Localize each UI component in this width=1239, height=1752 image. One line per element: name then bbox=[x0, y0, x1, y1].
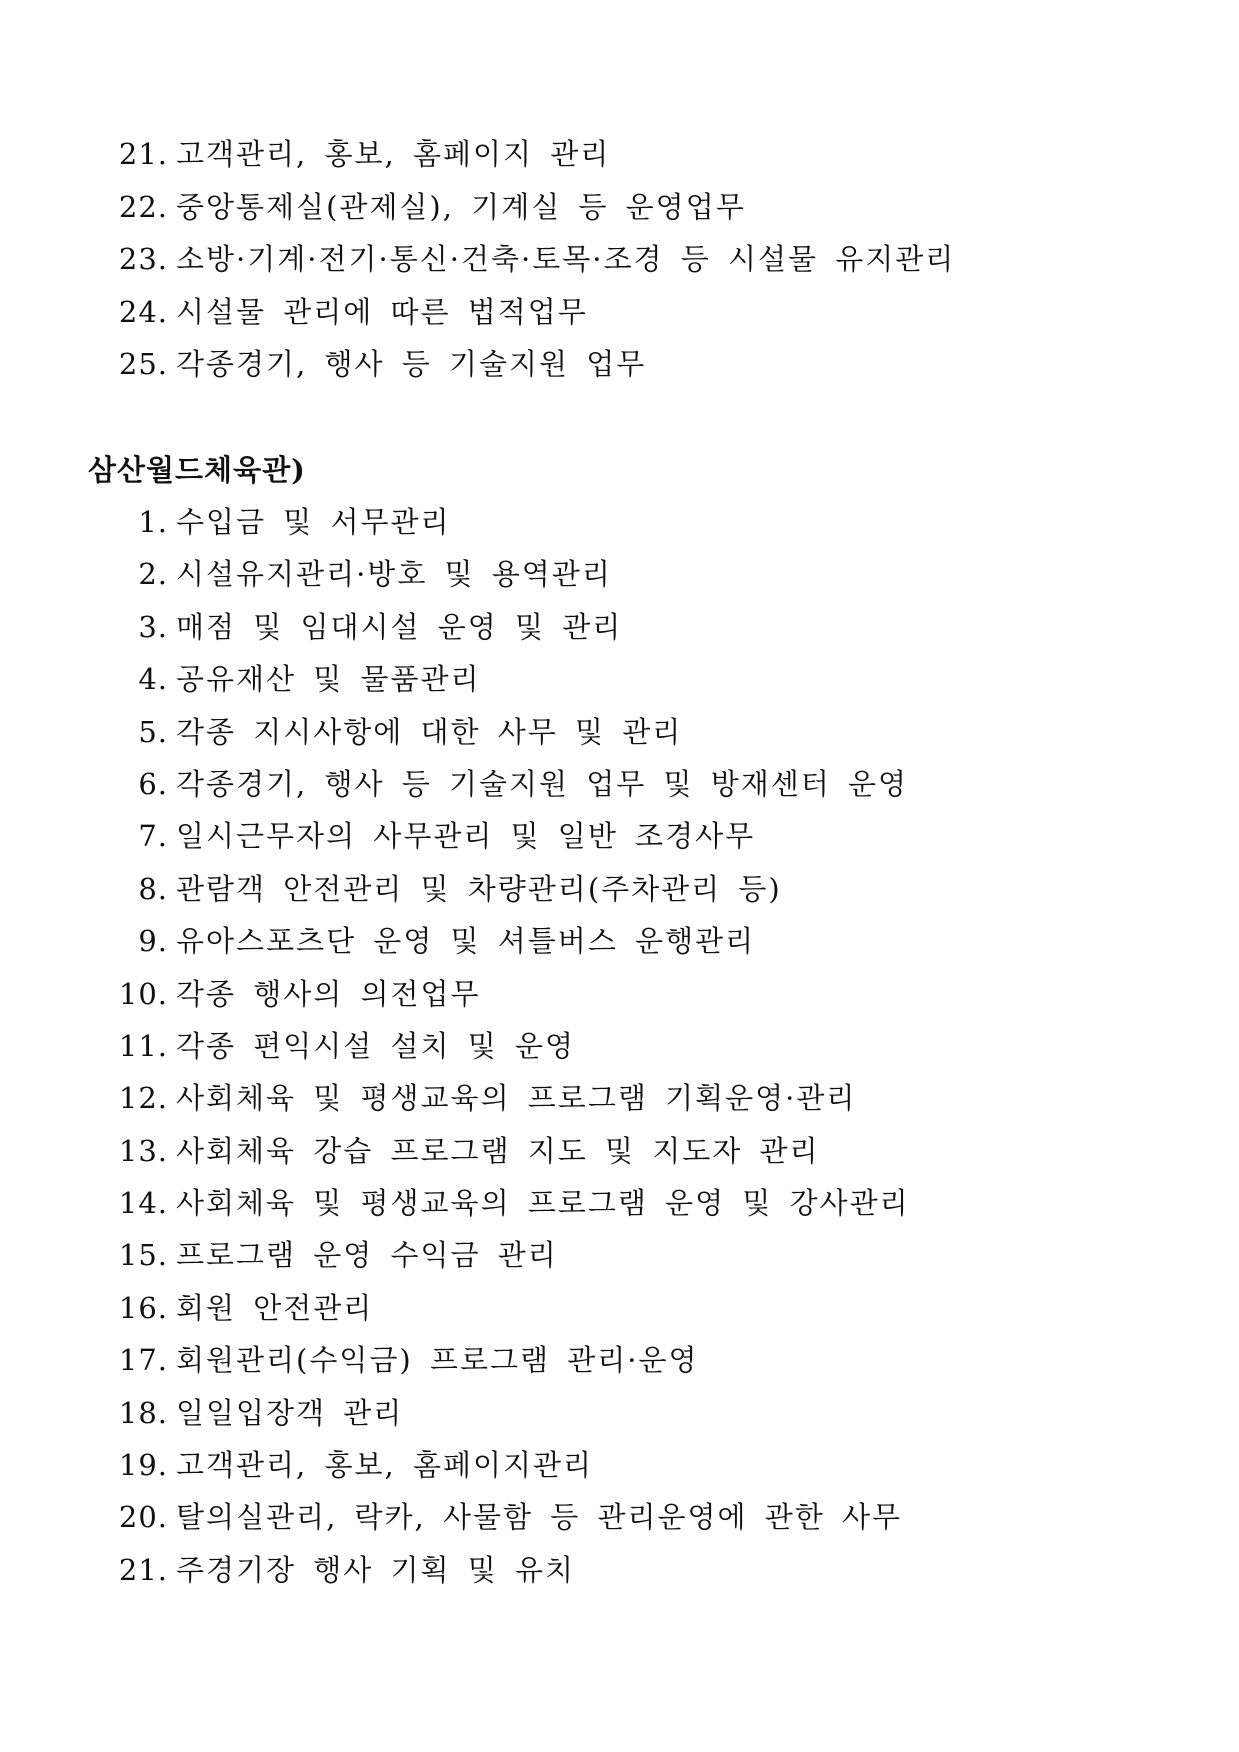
item-text: 공유재산 및 물품관리 bbox=[176, 662, 481, 697]
item-text: 사회체육 및 평생교육의 프로그램 운영 및 강사관리 bbox=[176, 1186, 910, 1221]
item-text: 매점 및 임대시설 운영 및 관리 bbox=[176, 609, 623, 644]
item-number: 22. bbox=[118, 189, 168, 224]
item-number: 9. bbox=[138, 924, 168, 959]
item-number: 19. bbox=[118, 1448, 168, 1483]
item-text: 사회체육 및 평생교육의 프로그램 기획운영·관리 bbox=[176, 1081, 857, 1116]
item-text: 사회체육 강습 프로그램 지도 및 지도자 관리 bbox=[176, 1133, 820, 1168]
item-text: 프로그램 운영 수익금 관리 bbox=[176, 1238, 558, 1273]
item-number: 8. bbox=[138, 871, 168, 906]
item-text: 소방·기계·전기·통신·건축·토목·조경 등 시설물 유지관리 bbox=[176, 242, 956, 276]
item-number: 25. bbox=[118, 347, 168, 381]
item-number: 3. bbox=[138, 609, 168, 644]
item-number: 2. bbox=[138, 557, 168, 592]
item-text: 일시근무자의 사무관리 및 일반 조경사무 bbox=[176, 819, 756, 854]
item-text: 시설물 관리에 따른 법적업무 bbox=[176, 294, 588, 329]
item-number: 10. bbox=[118, 976, 168, 1011]
item-number: 1. bbox=[138, 505, 168, 539]
item-number: 21. bbox=[118, 137, 168, 171]
item-number: 23. bbox=[118, 242, 168, 276]
item-text: 수입금 및 서무관리 bbox=[176, 505, 451, 539]
item-text: 각종 행사의 의전업무 bbox=[176, 976, 481, 1011]
item-number: 13. bbox=[118, 1133, 168, 1168]
item-number: 17. bbox=[118, 1343, 168, 1378]
item-number: 5. bbox=[138, 714, 168, 749]
item-number: 6. bbox=[138, 766, 168, 801]
item-number: 11. bbox=[118, 1028, 168, 1063]
item-text: 회원 안전관리 bbox=[176, 1290, 374, 1325]
item-number: 4. bbox=[138, 662, 168, 697]
item-number: 18. bbox=[118, 1395, 168, 1430]
item-text: 일일입장객 관리 bbox=[176, 1395, 404, 1430]
item-text: 탈의실관리, 락카, 사물함 등 관리운영에 관한 사무 bbox=[176, 1500, 903, 1535]
item-number: 21. bbox=[118, 1552, 168, 1587]
item-text: 시설유지관리·방호 및 용역관리 bbox=[176, 557, 612, 592]
item-text: 고객관리, 홍보, 홈페이지 관리 bbox=[176, 137, 611, 171]
item-text: 각종경기, 행사 등 기술지원 업무 및 방재센터 운영 bbox=[176, 766, 909, 801]
item-text: 고객관리, 홍보, 홈페이지관리 bbox=[176, 1448, 594, 1483]
item-text: 주경기장 행사 기획 및 유치 bbox=[176, 1552, 576, 1587]
item-text: 회원관리(수익금) 프로그램 관리·운영 bbox=[176, 1343, 699, 1378]
item-number: 16. bbox=[118, 1290, 168, 1325]
item-number: 12. bbox=[118, 1081, 168, 1116]
item-text: 각종 편익시설 설치 및 운영 bbox=[176, 1028, 576, 1063]
item-number: 24. bbox=[118, 294, 168, 329]
item-number: 15. bbox=[118, 1238, 168, 1273]
item-number: 20. bbox=[118, 1500, 168, 1535]
item-number: 14. bbox=[118, 1186, 168, 1221]
item-text: 각종경기, 행사 등 기술지원 업무 bbox=[176, 347, 647, 381]
item-text: 유아스포츠단 운영 및 셔틀버스 운행관리 bbox=[176, 924, 756, 959]
item-text: 중앙통제실(관제실), 기계실 등 운영업무 bbox=[176, 189, 746, 224]
item-number: 7. bbox=[138, 819, 168, 854]
item-text: 각종 지시사항에 대한 사무 및 관리 bbox=[176, 714, 683, 749]
section-heading: 삼산월드체육관) bbox=[88, 453, 306, 487]
item-text: 관람객 안전관리 및 차량관리(주차관리 등) bbox=[176, 871, 782, 906]
